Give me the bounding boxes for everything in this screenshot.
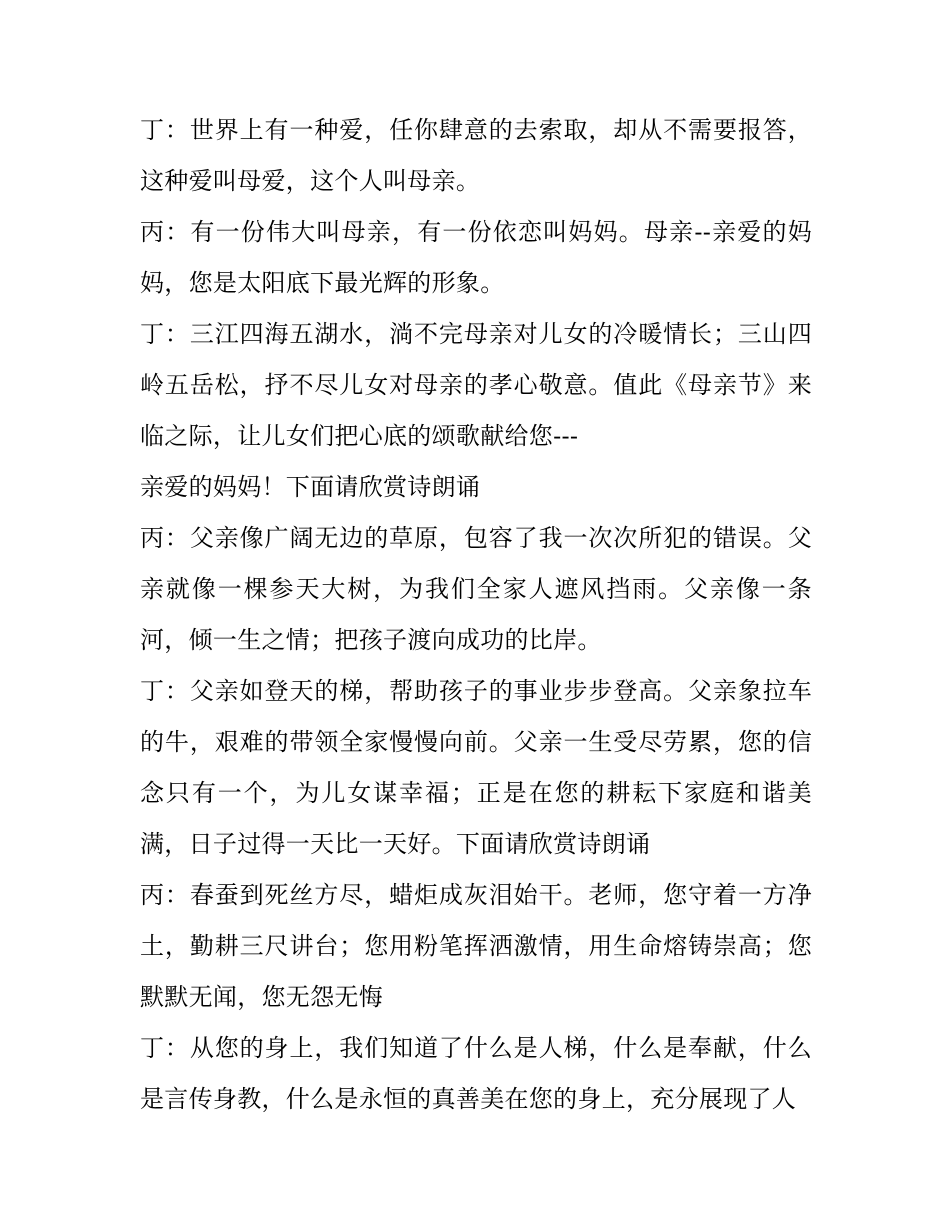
paragraph-8: 丁：从您的身上，我们知道了什么是人梯，什么是奉献，什么是言传身教，什么是永恒的真善美在您的身上，充分展现了人 (140, 1034, 812, 1113)
paragraph-4: 亲爱的妈妈！下面请欣赏诗朗诵 (140, 473, 481, 501)
paragraph-1: 丁：世界上有一种爱，任你肆意的去索取，却从不需要报答，这种爱叫母爱，这个人叫母亲。 (140, 116, 812, 195)
paragraph-6: 丁：父亲如登天的梯，帮助孩子的事业步步登高。父亲象拉车的牛，艰难的带领全家慢慢向前。父亲一生受尽劳累，您的信念只有一个，为儿女谋幸福；正是在您的耕耘下家庭和谐美满，日子过得一天比一天好。下面请欣赏诗朗诵 (140, 677, 812, 858)
paragraph-5: 丙：父亲像广阔无边的草原，包容了我一次次所犯的错误。父亲就像一棵参天大树，为我们全家人遮风挡雨。父亲像一条河，倾一生之情；把孩子渡向成功的比岸。 (140, 524, 812, 654)
paragraph-7: 丙：春蚕到死丝方尽，蜡炬成灰泪始干。老师，您守着一方净土，勤耕三尺讲台；您用粉笔挥洒激情，用生命熔铸崇高；您默默无闻，您无怨无悔 (140, 881, 812, 1011)
paragraph-3: 丁：三江四海五湖水，淌不完母亲对儿女的冷暖情长；三山四岭五岳松，抒不尽儿女对母亲的孝心敬意。值此《母亲节》来临之际，让儿女们把心底的颂歌献给您--- (140, 320, 812, 450)
paragraph-2: 丙：有一份伟大叫母亲，有一份依恋叫妈妈。母亲--亲爱的妈妈，您是太阳底下最光辉的形象。 (140, 218, 812, 297)
document-body (140, 105, 812, 1125)
